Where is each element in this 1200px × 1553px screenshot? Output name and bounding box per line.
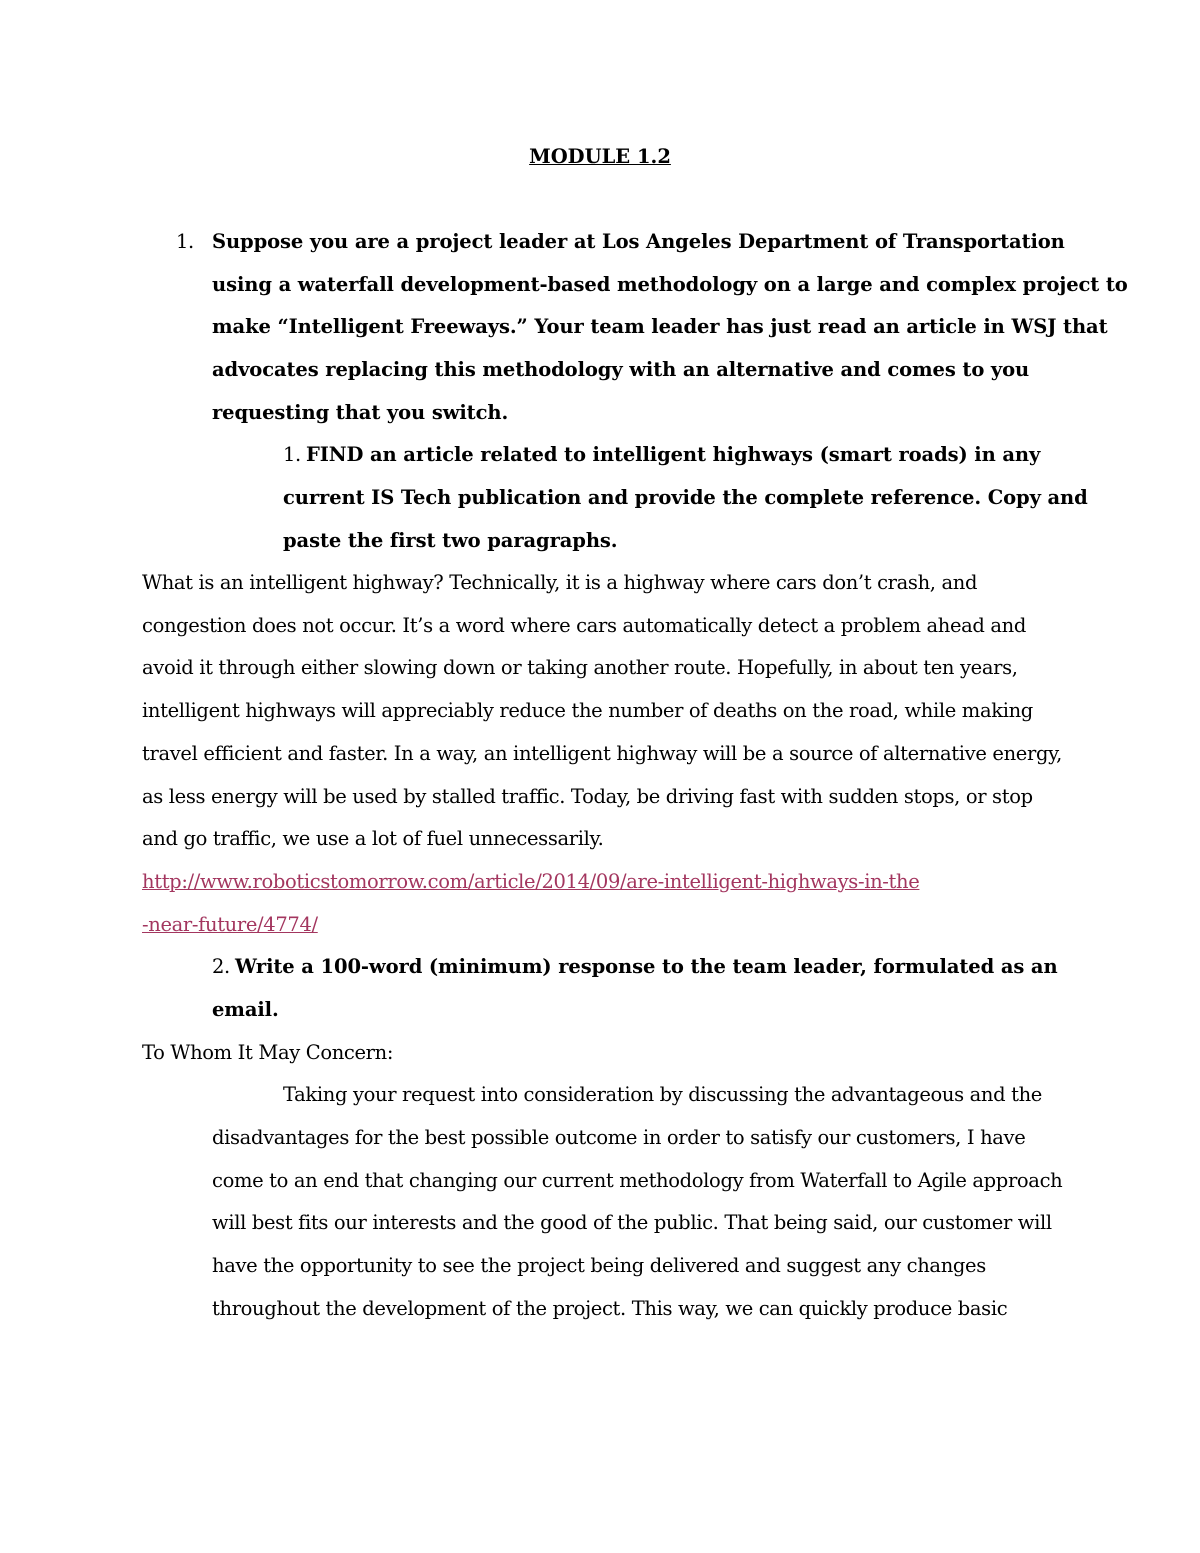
article-line: and go traffic, we use a lot of fuel unnecessarily.	[142, 827, 604, 850]
article-line: congestion does not occur. It’s a word where cars automatically detect a problem ahead and	[142, 614, 1027, 637]
article-line: avoid it through either slowing down or taking another route. Hopefully, in about ten years,	[142, 656, 1018, 679]
question-1-line: make “Intelligent Freeways.” Your team leader has just read an article in WSJ that	[212, 315, 1108, 338]
article-line: travel efficient and faster. In a way, an intelligent highway will be a source of alternative energy,	[142, 742, 1062, 765]
reference-url-line-1[interactable]: http://www.roboticstomorrow.com/article/2014/09/are-intelligent-highways-in-the	[142, 870, 920, 893]
reference-url-line-2[interactable]: -near-future/4774/	[142, 913, 318, 936]
sub-question-2-line: Write a 100-word (minimum) response to the team leader, formulated as an	[235, 955, 1058, 978]
question-1-number: 1.	[176, 230, 194, 253]
email-salutation: To Whom It May Concern:	[142, 1041, 394, 1064]
document-title: MODULE 1.2	[529, 145, 671, 168]
email-line: will best fits our interests and the good of the public. That being said, our customer will	[212, 1211, 1052, 1234]
sub-question-1-line: paste the first two paragraphs.	[283, 529, 618, 552]
article-line: What is an intelligent highway? Technically, it is a highway where cars don’t crash, and	[142, 571, 978, 594]
question-1-line: advocates replacing this methodology with an alternative and comes to you	[212, 358, 1030, 381]
sub-question-2-number: 2.	[212, 955, 230, 978]
email-line: come to an end that changing our current methodology from Waterfall to Agile approach	[212, 1169, 1063, 1192]
email-line: disadvantages for the best possible outcome in order to satisfy our customers, I have	[212, 1126, 1026, 1149]
question-1-line: using a waterfall development-based methodology on a large and complex project to	[212, 273, 1128, 296]
email-line: Taking your request into consideration by discussing the advantageous and the	[283, 1083, 1042, 1106]
sub-question-1-number: 1.	[283, 443, 301, 466]
article-line: as less energy will be used by stalled traffic. Today, be driving fast with sudden stops, or stop	[142, 785, 1033, 808]
email-line: have the opportunity to see the project being delivered and suggest any changes	[212, 1254, 986, 1277]
sub-question-1-line: FIND an article related to intelligent highways (smart roads) in any	[306, 443, 1041, 466]
article-line: intelligent highways will appreciably reduce the number of deaths on the road, while making	[142, 699, 1033, 722]
sub-question-2-line: email.	[212, 998, 279, 1021]
email-line: throughout the development of the project. This way, we can quickly produce basic	[212, 1297, 1008, 1320]
question-1-line: requesting that you switch.	[212, 401, 509, 424]
sub-question-1-line: current IS Tech publication and provide the complete reference. Copy and	[283, 486, 1088, 509]
question-1-line: Suppose you are a project leader at Los Angeles Department of Transportation	[212, 230, 1065, 253]
